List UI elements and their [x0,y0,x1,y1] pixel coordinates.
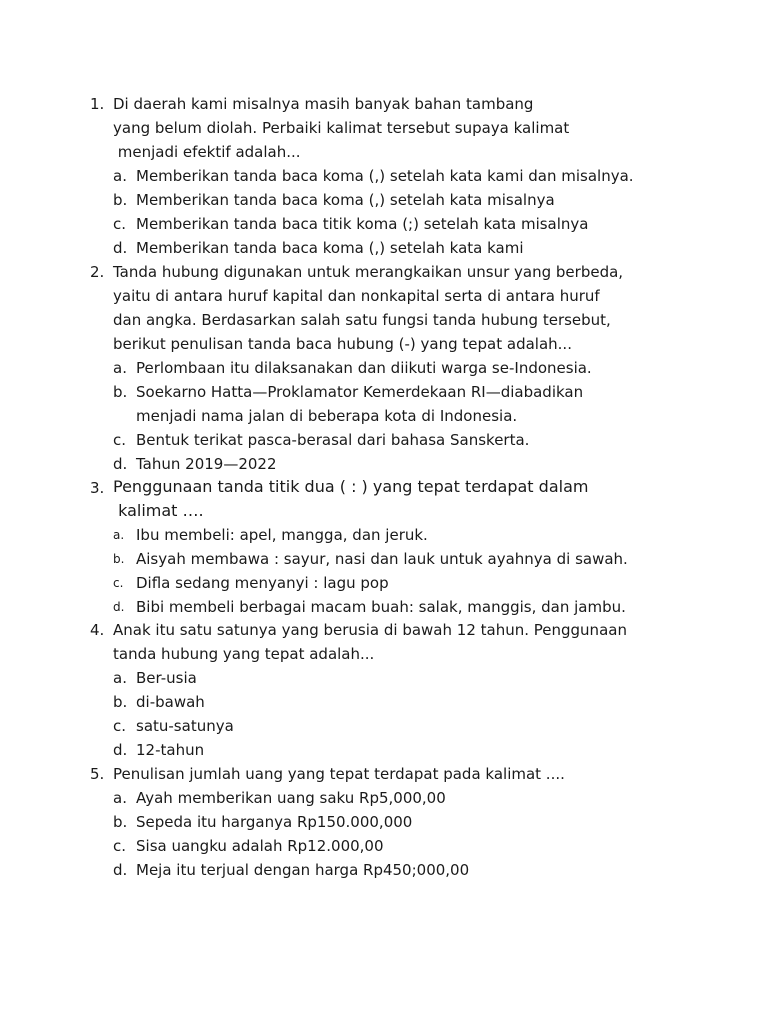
question-1-option-b-letter: b. [113,191,128,209]
question-2-option-b-continuation: menjadi nama jalan di beberapa kota di Indonesia. [136,407,518,425]
question-3-text-line-2: kalimat …. [113,501,204,520]
question-2-option-c: Bentuk terikat pasca-berasal dari bahasa Sanskerta. [136,431,530,449]
question-4-option-a-letter: a. [113,669,127,687]
question-1-text-line-1: Di daerah kami misalnya masih banyak bahan tambang [113,95,534,113]
question-4-option-a: Ber-usia [136,669,197,687]
question-5-option-c: Sisa uangku adalah Rp12.000,00 [136,837,384,855]
question-2-option-d-letter: d. [113,455,128,473]
question-4-text-line-1: Anak itu satu satunya yang berusia di bawah 12 tahun. Penggunaan [113,621,627,639]
question-4-option-c: satu-satunya [136,717,234,735]
question-3-option-c: Difla sedang menyanyi : lagu pop [136,574,389,592]
question-5-option-b: Sepeda itu harganya Rp150.000,000 [136,813,413,831]
question-3-option-d-letter: d. [113,600,125,614]
question-4-option-d-letter: d. [113,741,128,759]
question-4-text-line-2: tanda hubung yang tepat adalah... [113,645,375,663]
question-5-option-a: Ayah memberikan uang saku Rp5,000,00 [136,789,446,807]
question-3-option-a: Ibu membeli: apel, mangga, dan jeruk. [136,526,428,544]
question-4-option-b-letter: b. [113,693,128,711]
question-3-option-a-letter: a. [113,528,125,542]
question-1-option-c: Memberikan tanda baca titik koma (;) setelah kata misalnya [136,215,589,233]
question-2-option-c-letter: c. [113,431,127,449]
question-1-option-c-letter: c. [113,215,127,233]
question-3-option-c-letter: c. [113,576,124,590]
question-5-number: 5. [90,765,105,783]
question-1-text-line-2: yang belum diolah. Perbaiki kalimat tersebut supaya kalimat [113,119,570,137]
question-1-number: 1. [90,95,105,113]
question-2-option-a: Perlombaan itu dilaksanakan dan diikuti warga se-Indonesia. [136,359,592,377]
question-5-option-d-letter: d. [113,861,128,879]
question-1-option-d-letter: d. [113,239,128,257]
question-2-text-line-2: yaitu di antara huruf kapital dan nonkapital serta di antara huruf [113,287,600,305]
question-2-option-b-letter: b. [113,383,128,401]
question-3-option-d: Bibi membeli berbagai macam buah: salak, manggis, dan jambu. [136,598,626,616]
question-4-number: 4. [90,621,105,639]
question-5-option-d: Meja itu terjual dengan harga Rp450;000,00 [136,861,470,879]
question-3-number: 3. [90,479,105,497]
question-1-option-a: Memberikan tanda baca koma (,) setelah kata kami dan misalnya. [136,167,634,185]
question-4-option-b: di-bawah [136,693,205,711]
question-4-option-c-letter: c. [113,717,127,735]
question-1-option-d: Memberikan tanda baca koma (,) setelah kata kami [136,239,524,257]
question-2-option-b: Soekarno Hatta—Proklamator Kemerdekaan RI—diabadikan [136,383,584,401]
question-2-text-line-1: Tanda hubung digunakan untuk merangkaikan unsur yang berbeda, [113,263,624,281]
question-4-option-d: 12-tahun [136,741,205,759]
question-3-text-line-1: Penggunaan tanda titik dua ( : ) yang tepat terdapat dalam [113,477,589,496]
question-5-text-line-1: Penulisan jumlah uang yang tepat terdapat pada kalimat .... [113,765,565,783]
question-5-option-b-letter: b. [113,813,128,831]
question-3-option-b: Aisyah membawa : sayur, nasi dan lauk untuk ayahnya di sawah. [136,550,628,568]
question-5-option-a-letter: a. [113,789,127,807]
question-1-option-b: Memberikan tanda baca koma (,) setelah kata misalnya [136,191,555,209]
question-1-option-a-letter: a. [113,167,127,185]
question-2-option-d: Tahun 2019—2022 [136,455,277,473]
question-2-text-line-4: berikut penulisan tanda baca hubung (-) yang tepat adalah... [113,335,572,353]
question-5-option-c-letter: c. [113,837,127,855]
question-1-text-line-3: menjadi efektif adalah... [113,143,301,161]
question-2-text-line-3: dan angka. Berdasarkan salah satu fungsi tanda hubung tersebut, [113,311,611,329]
question-3-option-b-letter: b. [113,552,125,566]
question-2-option-a-letter: a. [113,359,127,377]
question-2-number: 2. [90,263,105,281]
